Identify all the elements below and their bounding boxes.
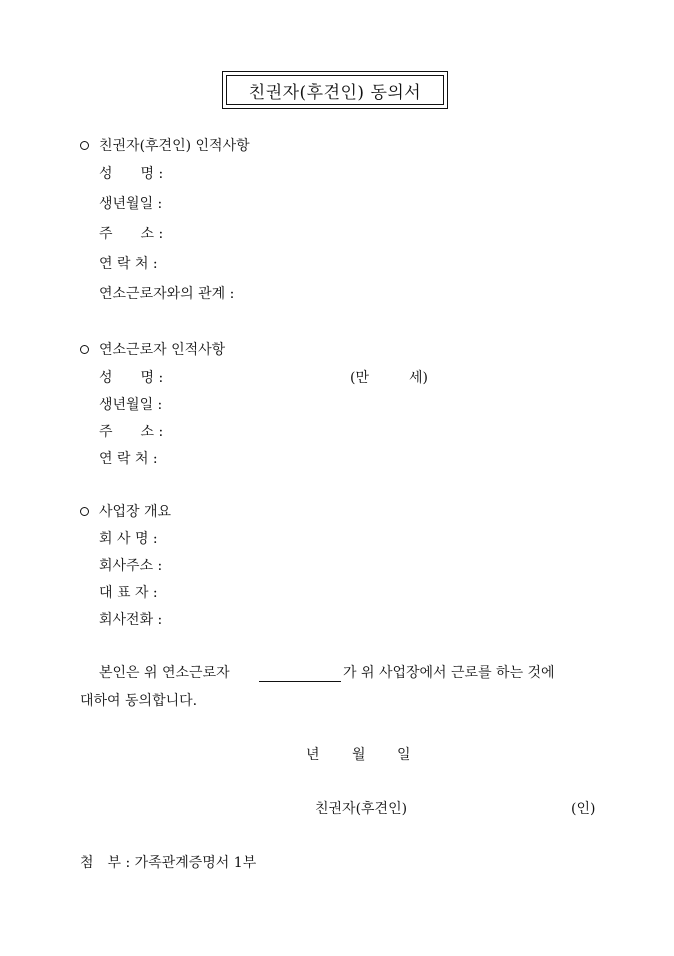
consent-text-line2: 대하여 동의합니다.	[80, 693, 198, 709]
minor-name-blank	[259, 681, 341, 682]
attachment-note: 첨 부 : 가족관계증명서 1부	[80, 855, 257, 871]
minor-heading: 연소근로자 인적사항	[99, 342, 226, 358]
company-phone-label: 회사전화 :	[99, 612, 163, 628]
guardian-heading: 친권자(후견인) 인적사항	[99, 138, 250, 154]
date-day: 일	[397, 747, 411, 763]
guardian-contact-label: 연 락 처 :	[99, 256, 158, 272]
guardian-name-label: 성 명 :	[99, 166, 164, 182]
minor-name-label: 성 명 :	[99, 370, 164, 386]
date-year: 년	[306, 747, 320, 763]
bullet-circle-icon	[80, 345, 89, 354]
signature-label: 친권자(후견인)	[315, 801, 408, 817]
date-month: 월	[352, 747, 366, 763]
consent-text-part2: 가 위 사업장에서 근로를 하는 것에	[343, 665, 555, 681]
minor-birthdate-label: 생년월일 :	[99, 397, 163, 413]
workplace-heading: 사업장 개요	[99, 504, 172, 520]
guardian-address-label: 주 소 :	[99, 226, 164, 242]
consent-text-part1: 본인은 위 연소근로자	[99, 665, 230, 681]
company-name-label: 회 사 명 :	[99, 531, 158, 547]
title-box	[222, 71, 448, 109]
bullet-circle-icon	[80, 507, 89, 516]
minor-age-close: 세)	[409, 370, 428, 386]
minor-contact-label: 연 락 처 :	[99, 451, 158, 467]
minor-age-open: (만	[350, 370, 369, 386]
company-address-label: 회사주소 :	[99, 558, 163, 574]
signature-seal: (인)	[571, 801, 596, 817]
guardian-birthdate-label: 생년월일 :	[99, 196, 163, 212]
document-title: 친권자(후견인) 동의서	[226, 75, 444, 105]
minor-address-label: 주 소 :	[99, 424, 164, 440]
guardian-relationship-label: 연소근로자와의 관계 :	[99, 286, 235, 302]
bullet-circle-icon	[80, 141, 89, 150]
representative-label: 대 표 자 :	[99, 585, 158, 601]
